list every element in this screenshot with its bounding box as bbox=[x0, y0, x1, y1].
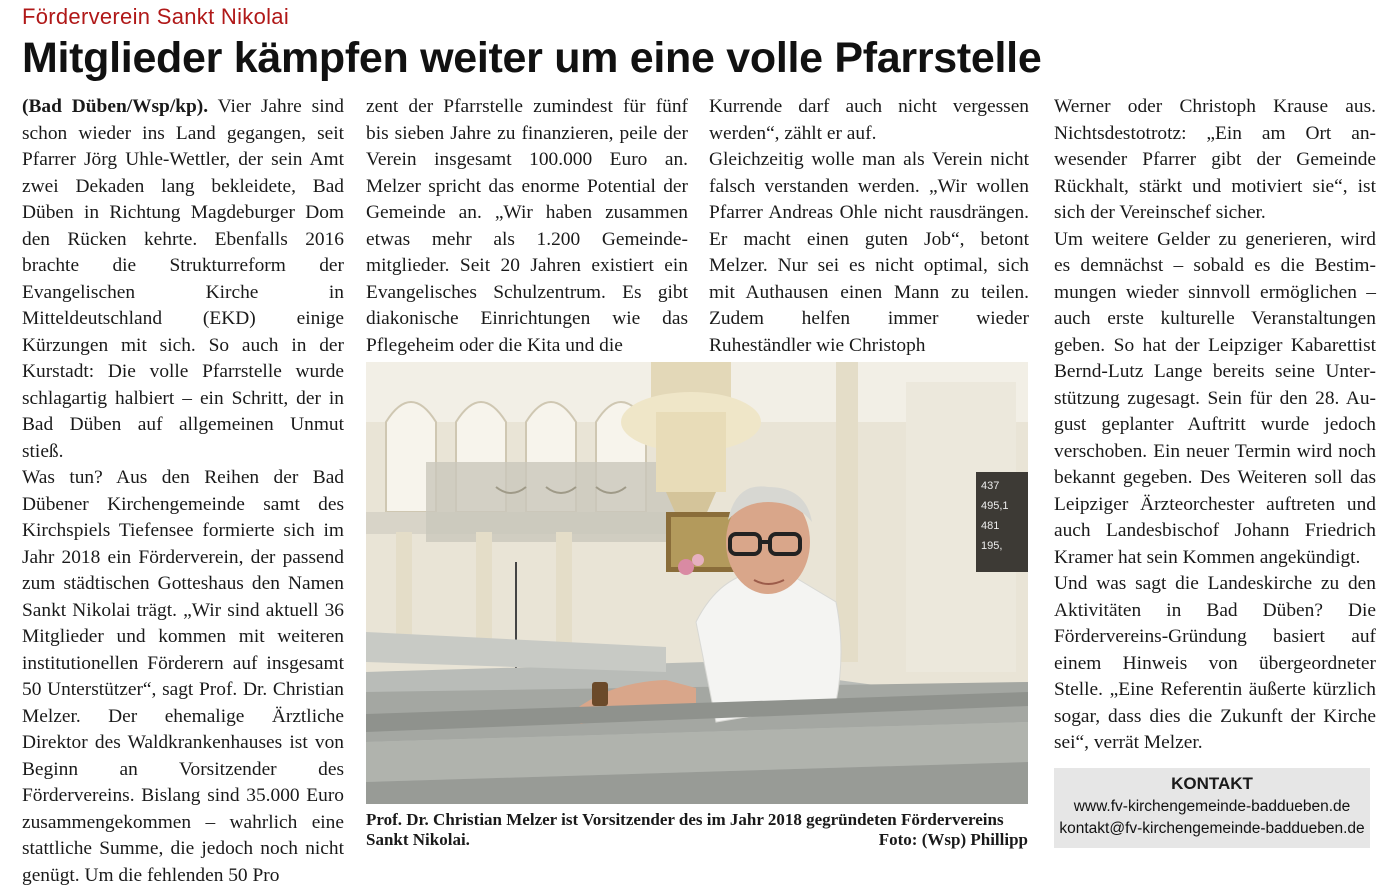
contact-box bbox=[1054, 768, 1370, 848]
caption-text: Prof. Dr. Christian Melzer ist Vorsitzender des im Jahr 2018 gegründeten Fördervereins Sankt Nikolai. bbox=[366, 810, 1004, 849]
photo-church-interior bbox=[366, 362, 1028, 804]
headline: Mitglieder kämpfen weiter um eine volle Pfarrstelle bbox=[22, 34, 1042, 82]
hymn-number: 481 bbox=[981, 520, 1000, 532]
paragraph: Werner oder Christoph Krause aus. Nichtsdestotrotz: „Ein am Ort anwesender Pfarrer gibt der Gemeinde Rückhalt, stärkt und motiviert sie“, ist sich der Vereinschef sicher. bbox=[1054, 96, 1376, 223]
paragraph bbox=[22, 94, 344, 465]
photo-caption bbox=[366, 810, 1028, 850]
paragraph: Um weitere Gelder zu generieren, wird es demnächst – sobald es die Bestimmungen wieder sinnvoll ermöglichen – auch erste kulturelle Veranstaltungen geben. So hat der Leipziger Kabarettist Bernd-Lutz Lange bereits seine Unterstützung zugesagt. Sein für den 28. August geplanter Auftritt wurde jedoch verschoben. Ein neuer Termin wird noch bekannt gegeben. Des Weiteren soll das Leipziger Ärzteorchester auftreten und auch Landesbischof Johann Friedrich Kramer hat sein Kommen angekündigt. bbox=[1054, 228, 1376, 568]
column-3 bbox=[709, 94, 1029, 359]
paragraph: Und was sagt die Landeskirche zu den Aktivitäten in Bad Düben? Die Fördervereins-Gründung basiert auf einem Hinweis von übergeordneter Stelle. „Eine Referentin äußerte kürzlich sogar, dass dies die Zukunft der Kirche sei“, verrät Melzer. bbox=[1054, 573, 1376, 753]
paragraph: Gleichzeitig wolle man als Verein nicht falsch verstanden werden. „Wir wollen Pfarrer Andreas Ohle nicht rausdrängen. Er macht einen guten Job“, betont Melzer. Nur sei es nicht optimal, sich mit Authausen einen Mann zu teilen. Zudem helfen immer wieder Ruheständler wie Christoph bbox=[709, 149, 1029, 356]
photo-credit: Foto: (Wsp) Phillipp bbox=[878, 830, 1028, 849]
hymn-number: 195, bbox=[981, 540, 1003, 552]
contact-email-link[interactable]: kontakt@fv-kirchengemeinde-baddueben.de bbox=[1059, 820, 1365, 837]
paragraph-text: Vier Jahre sind schon wieder ins Land gegangen, seit Pfarrer Jörg Uhle-Wettler, der sein Amt zwei Dekaden lang bekleidete, Bad Düben in Richtung Magdeburger Dom den Rücken kehrte. Ebenfalls 2016 brachte die Strukturreform der Evangelischen Kirche in Mitteldeutschland (EKD) einige Kürzungen mit sich. So auch in der Kurstadt: Die volle Pfarrstelle wurde schlagartig halbiert – ein Schritt, der in Bad Düben auf allgemeinen Unmut stieß. bbox=[22, 96, 344, 462]
paragraph: Was tun? Aus den Reihen der Bad Dübener Kirchengemeinde samt des Kirchspiels Tiefensee formierte sich im Jahr 2018 ein Förderverein, der passend zum städtischen Gotteshaus den Namen Sankt Nikolai trägt. „Wir sind aktuell 36 Mitglieder und kommen mit weiteren institutionellen Förderern auf insgesamt 50 Unterstützer“, sagt Prof. Dr. Christian Melzer. Der ehemalige Ärztliche Direktor des Waldkrankenhauses ist von Beginn an Vorsitzender des Fördervereins. Bislang sind 35.000 Euro zusammengekommen – wahrlich eine stattliche Summe, die jedoch noch nicht genügt. Um die fehlenden 50 Pro bbox=[22, 467, 344, 886]
lead-dateline: (Bad Düben/Wsp/kp). bbox=[22, 96, 209, 117]
kicker: Förderverein Sankt Nikolai bbox=[22, 4, 290, 29]
hymn-number: 495,1 bbox=[981, 500, 1009, 512]
column-1 bbox=[22, 94, 344, 889]
column-4 bbox=[1054, 94, 1376, 757]
contact-website-link[interactable]: www.fv-kirchengemeinde-baddueben.de bbox=[1073, 798, 1351, 815]
paragraph: zent der Pfarrstelle zumindest für fünf bis sieben Jahre zu finanzieren, peile der Verein insgesamt 100.000 Euro an. Melzer spricht das enorme Potential der Gemeinde an. „Wir haben zusammen etwas mehr als 1.200 Gemeindemitglieder. Seit 20 Jahren existiert ein Evangelisches Schulzentrum. Es gibt diakonische Einrichtungen wie das Pflegeheim oder die Kita und die bbox=[366, 96, 688, 356]
paragraph: Kurrende darf auch nicht vergessen werden“, zählt er auf. bbox=[709, 96, 1029, 144]
column-2 bbox=[366, 94, 688, 359]
contact-title: KONTAKT bbox=[1171, 774, 1253, 793]
hymn-number: 437 bbox=[981, 480, 1000, 492]
